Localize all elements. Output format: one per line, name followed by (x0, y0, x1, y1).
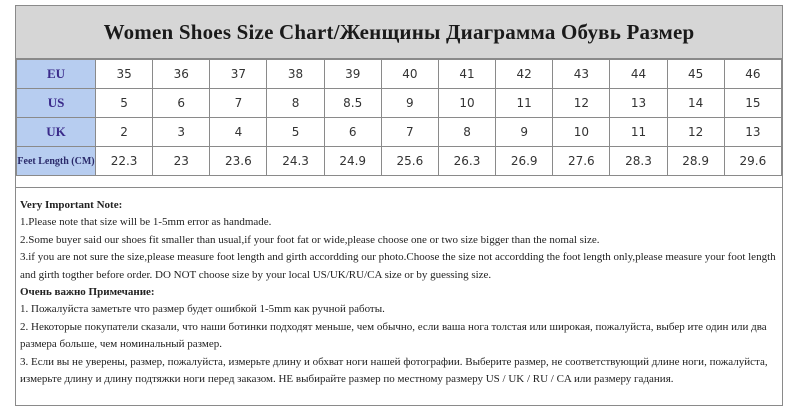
size-cell: 5 (96, 89, 153, 118)
notes-heading-ru: Очень важно Примечание: (20, 286, 155, 299)
size-cell: 2 (96, 118, 153, 147)
row-label: UK (17, 118, 96, 147)
size-cell: 8.5 (324, 89, 381, 118)
size-cell: 25.6 (381, 147, 438, 176)
note-ru-3: 3. Если вы не уверены, размер, пожалуйста, измерьте длину и обхват ноги нашей фотографии. Выберите размер, не соответствующий длине ноги, пожалуйста, измерьте длину и длину подтяжки ноги перед заказом. НЕ выбирайте размер по местному размеру US / UK / RU / CA или размеру гадания. (20, 355, 768, 386)
size-row (17, 118, 782, 147)
size-cell: 10 (553, 118, 610, 147)
note-en-3: 3.if you are not sure the size,please measure foot length and girth accordding our photo.Choose the size not accordding the foot length only,please measure your foot length and girth togther before order. DO NOT choose size by your local US/UK/RU/CA size or by guessing size. (20, 251, 776, 281)
size-cell: 36 (153, 60, 210, 89)
size-cell: 42 (496, 60, 553, 89)
size-cell: 28.3 (610, 147, 667, 176)
row-label: EU (17, 60, 96, 89)
size-cell: 41 (438, 60, 495, 89)
size-cell: 46 (724, 60, 781, 89)
size-cell: 7 (381, 118, 438, 147)
size-cell: 29.6 (724, 147, 781, 176)
size-cell: 4 (210, 118, 267, 147)
size-cell: 6 (324, 118, 381, 147)
note-ru-1: 1. Пожалуйста заметьте что размер будет ошибкой 1-5mm как ручной работы. (20, 303, 385, 316)
size-cell: 22.3 (96, 147, 153, 176)
size-chart-frame (15, 5, 783, 406)
size-cell: 23.6 (210, 147, 267, 176)
size-cell: 6 (153, 89, 210, 118)
row-label: Feet Length (CM) (17, 147, 96, 176)
size-cell: 12 (553, 89, 610, 118)
size-cell: 44 (610, 60, 667, 89)
size-cell: 13 (610, 89, 667, 118)
size-cell: 43 (553, 60, 610, 89)
size-cell: 9 (496, 118, 553, 147)
size-cell: 45 (667, 60, 724, 89)
size-table (16, 59, 782, 176)
notes-heading-en: Very Important Note: (20, 199, 123, 211)
size-cell: 3 (153, 118, 210, 147)
size-cell: 24.9 (324, 147, 381, 176)
size-row (17, 60, 782, 89)
chart-title: Women Shoes Size Chart/Женщины Диаграмма Обувь Размер (103, 19, 695, 44)
size-cell: 7 (210, 89, 267, 118)
size-cell: 24.3 (267, 147, 324, 176)
note-en-2: 2.Some buyer said our shoes fit smaller than usual,if your foot fat or wide,please choose one or two size bigger than the nomal size. (20, 233, 600, 246)
size-cell: 26.9 (496, 147, 553, 176)
size-cell: 39 (324, 60, 381, 89)
size-cell: 5 (267, 118, 324, 147)
size-row (17, 147, 782, 176)
size-cell: 8 (438, 118, 495, 147)
row-label: US (17, 89, 96, 118)
notes-section (16, 188, 782, 405)
size-cell: 23 (153, 147, 210, 176)
size-cell: 27.6 (553, 147, 610, 176)
size-cell: 11 (496, 89, 553, 118)
size-cell: 15 (724, 89, 781, 118)
size-cell: 38 (267, 60, 324, 89)
size-cell: 26.3 (438, 147, 495, 176)
note-ru-2: 2. Некоторые покупатели сказали, что наши ботинки подходят меньше, чем обычно, если ваша нога толстая или широкая, пожалуйста, выбер ите один или два размера больше, чем номинальный размер. (20, 320, 767, 351)
note-en-1: 1.Please note that size will be 1-5mm error as handmade. (20, 216, 272, 229)
size-row (17, 89, 782, 118)
title-bar (16, 6, 782, 59)
size-cell: 40 (381, 60, 438, 89)
size-cell: 28.9 (667, 147, 724, 176)
size-cell: 12 (667, 118, 724, 147)
spacer (16, 176, 782, 188)
size-cell: 8 (267, 89, 324, 118)
size-cell: 35 (96, 60, 153, 89)
size-cell: 9 (381, 89, 438, 118)
size-cell: 10 (438, 89, 495, 118)
size-cell: 11 (610, 118, 667, 147)
size-cell: 14 (667, 89, 724, 118)
size-cell: 37 (210, 60, 267, 89)
size-cell: 13 (724, 118, 781, 147)
